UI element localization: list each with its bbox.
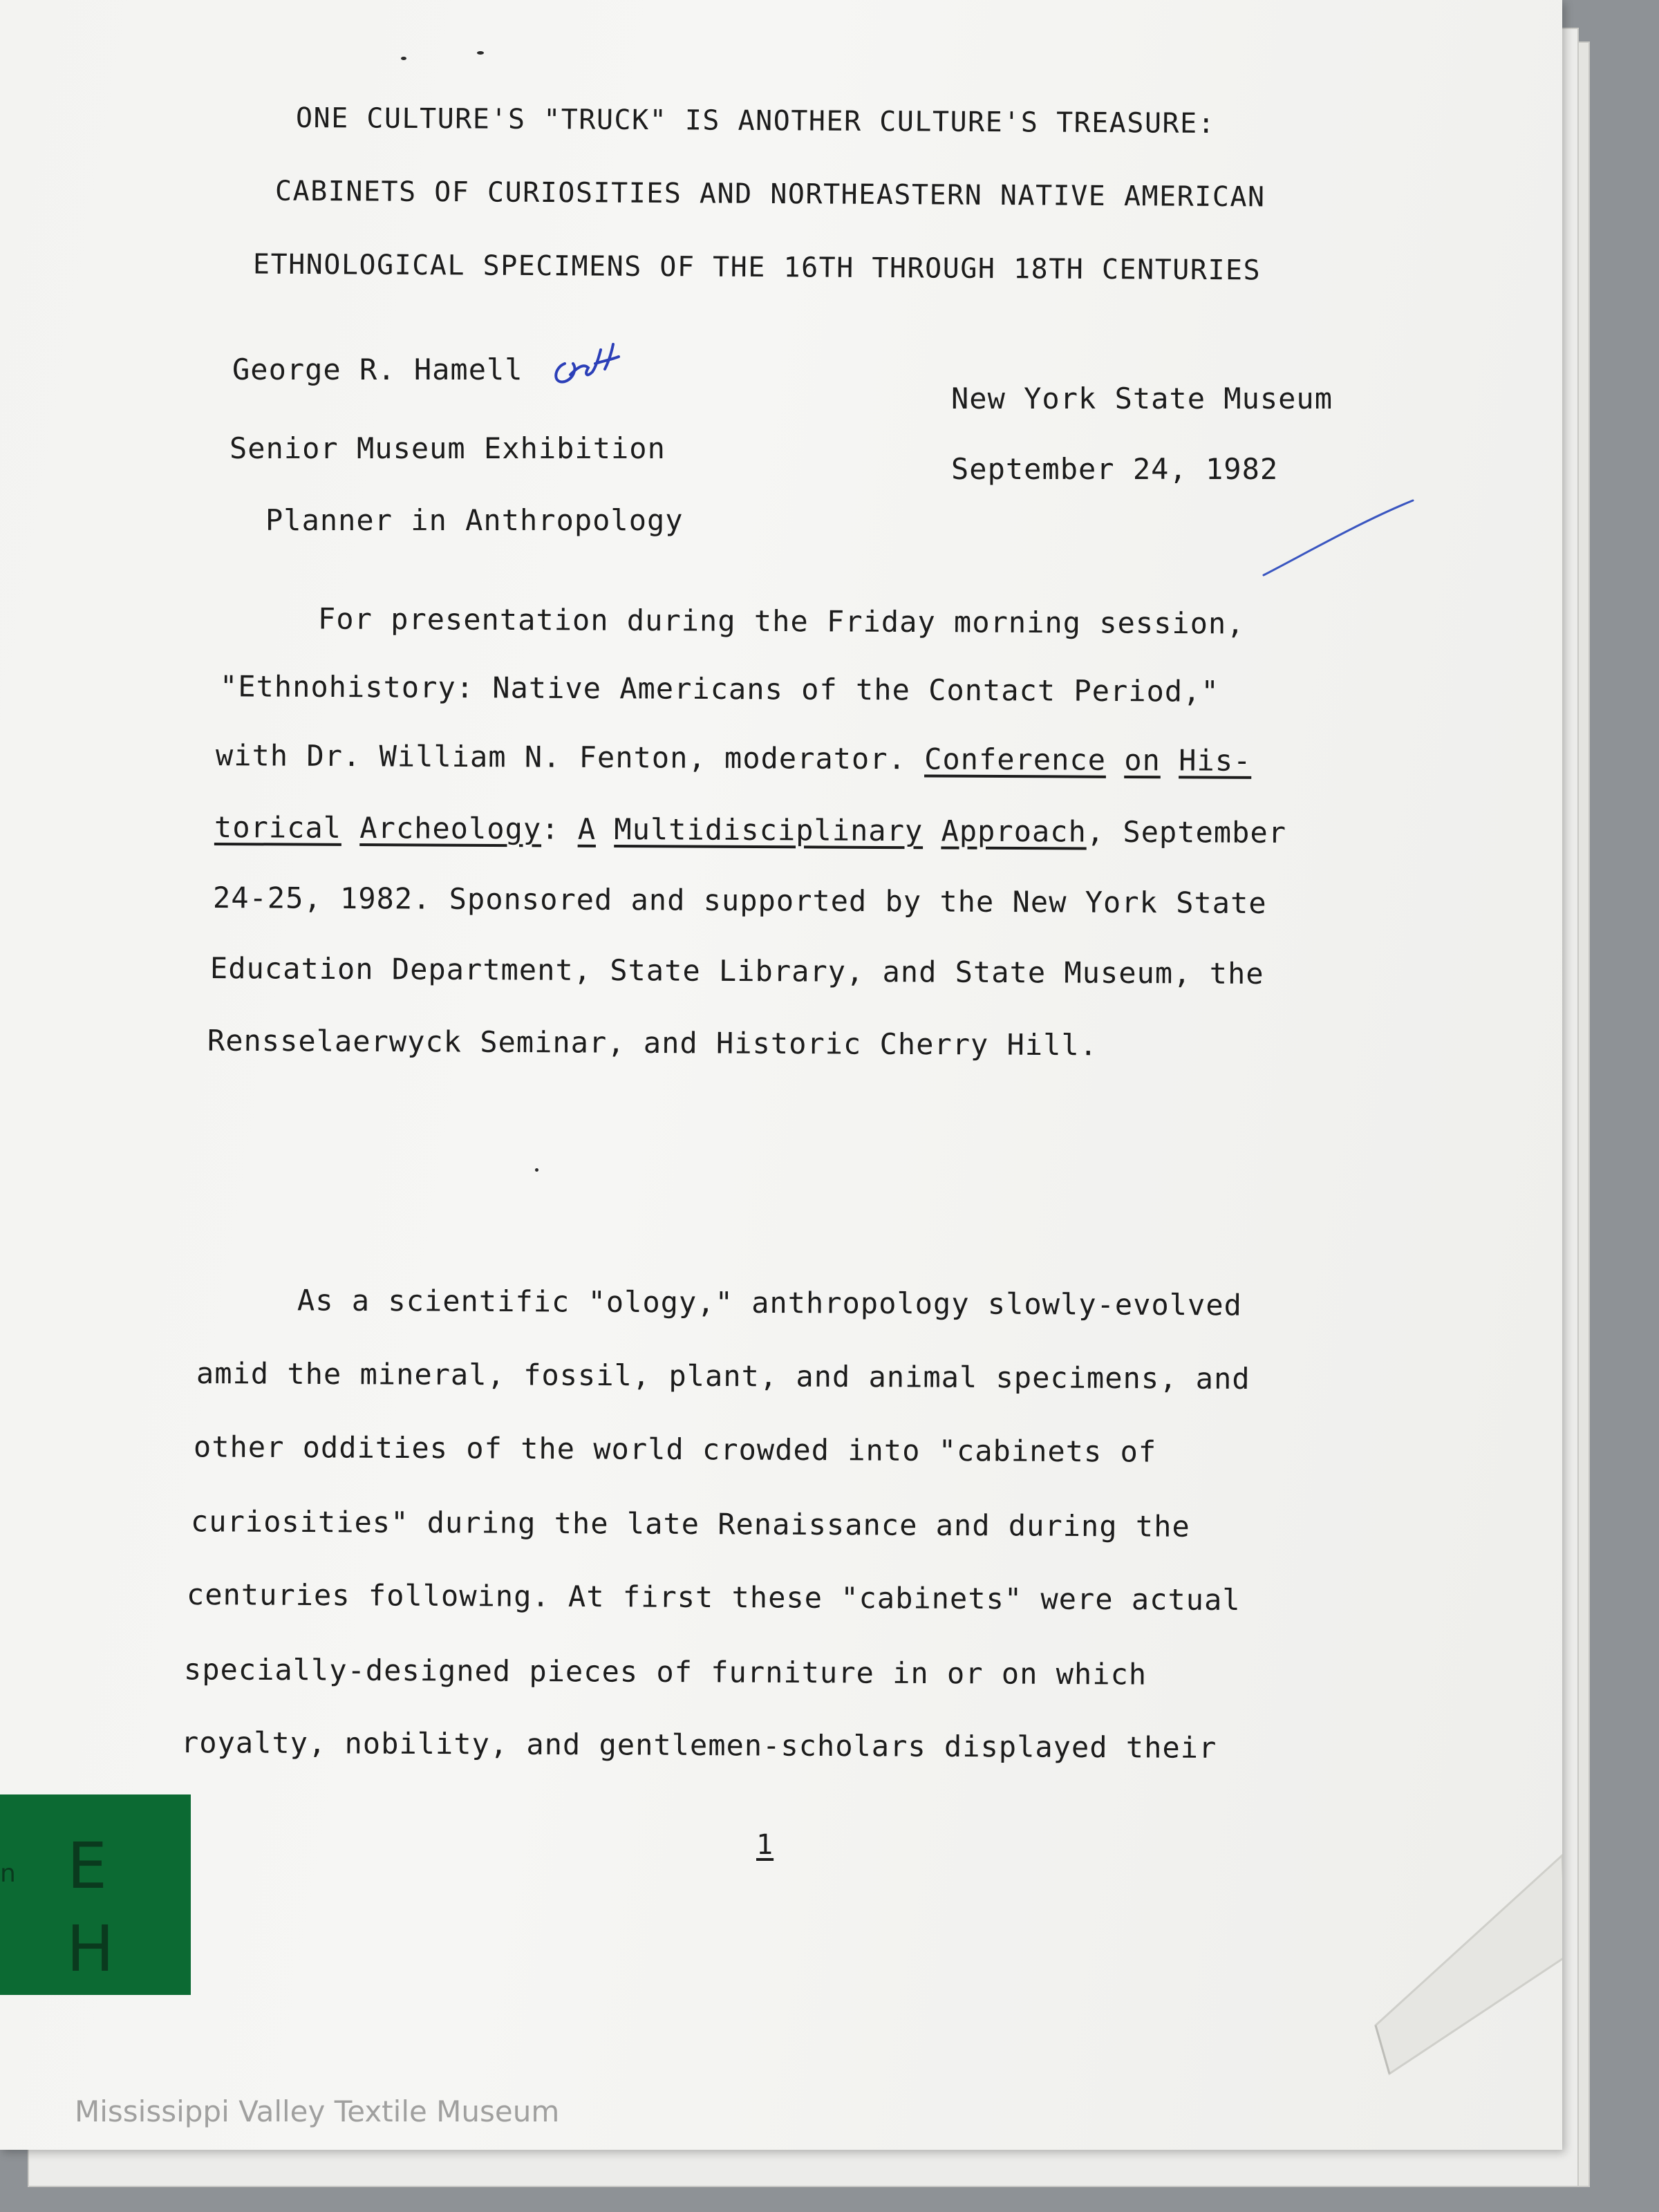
underlined-text: Archeology bbox=[359, 811, 542, 846]
body-line-6: specially-designed pieces of furniture in or on which bbox=[183, 1652, 1147, 1691]
catalog-label-edge-letter: n bbox=[0, 1859, 16, 1888]
underlined-text: His- bbox=[1179, 743, 1252, 778]
title-line-1: ONE CULTURE'S "TRUCK" IS ANOTHER CULTURE'S TREASURE: bbox=[295, 102, 1216, 140]
underlined-text: Conference bbox=[924, 742, 1107, 777]
underlined-text: Multidisciplinary bbox=[614, 812, 924, 848]
handwritten-initials-icon bbox=[550, 336, 626, 391]
body-line-7: royalty, nobility, and gentlemen-scholars displayed their bbox=[180, 1725, 1217, 1765]
underlined-text: on bbox=[1124, 742, 1161, 778]
institution: New York State Museum bbox=[951, 382, 1333, 415]
underlined-text: Approach bbox=[941, 814, 1087, 849]
body-line-1: As a scientific "ology," anthropology slowly-evolved bbox=[297, 1283, 1243, 1322]
author-title-line-2: Planner in Anthropology bbox=[265, 503, 684, 537]
underlined-text: A bbox=[577, 812, 597, 846]
underlined-text: torical bbox=[214, 809, 342, 845]
author-name: George R. Hamell bbox=[232, 353, 523, 386]
presentation-line-3: with Dr. William N. Fenton, moderator. Conference on His- bbox=[215, 738, 1252, 778]
presentation-line-7: Rensselaerwyck Seminar, and Historic Cherry Hill. bbox=[207, 1023, 1098, 1062]
title-line-2: CABINETS OF CURIOSITIES AND NORTHEASTERN NATIVE AMERICAN bbox=[274, 175, 1266, 214]
presentation-line-4: torical Archeology: A Multidisciplinary Approach, September bbox=[214, 809, 1287, 850]
author-title-line-1: Senior Museum Exhibition bbox=[229, 431, 666, 465]
title-line-3: ETHNOLOGICAL SPECIMENS OF THE 16TH THROUGH 18TH CENTURIES bbox=[252, 248, 1262, 287]
catalog-label-letters: E H bbox=[66, 1829, 115, 1986]
folded-corner-icon bbox=[1348, 1853, 1562, 2081]
body-line-3: other oddities of the world crowded into "cabinets of bbox=[193, 1430, 1157, 1469]
body-line-5: centuries following. At first these "cabinets" were actual bbox=[186, 1577, 1241, 1617]
body-line-2: amid the mineral, fossil, plant, and animal specimens, and bbox=[196, 1356, 1250, 1396]
presentation-line-2: "Ethnohistory: Native Americans of the Contact Period," bbox=[219, 669, 1219, 709]
presentation-line-5: 24-25, 1982. Sponsored and supported by the New York State bbox=[212, 881, 1267, 920]
watermark: Mississippi Valley Textile Museum bbox=[75, 2094, 560, 2128]
page-number: 1 bbox=[756, 1829, 774, 1861]
presentation-line-6: Education Department, State Library, and State Museum, the bbox=[209, 951, 1264, 991]
presentation-line-1: For presentation during the Friday morning session, bbox=[317, 601, 1245, 641]
body-line-4: curiosities" during the late Renaissance and during the bbox=[190, 1504, 1190, 1544]
document-date: September 24, 1982 bbox=[951, 452, 1279, 486]
pen-stroke-mark bbox=[1258, 498, 1417, 581]
